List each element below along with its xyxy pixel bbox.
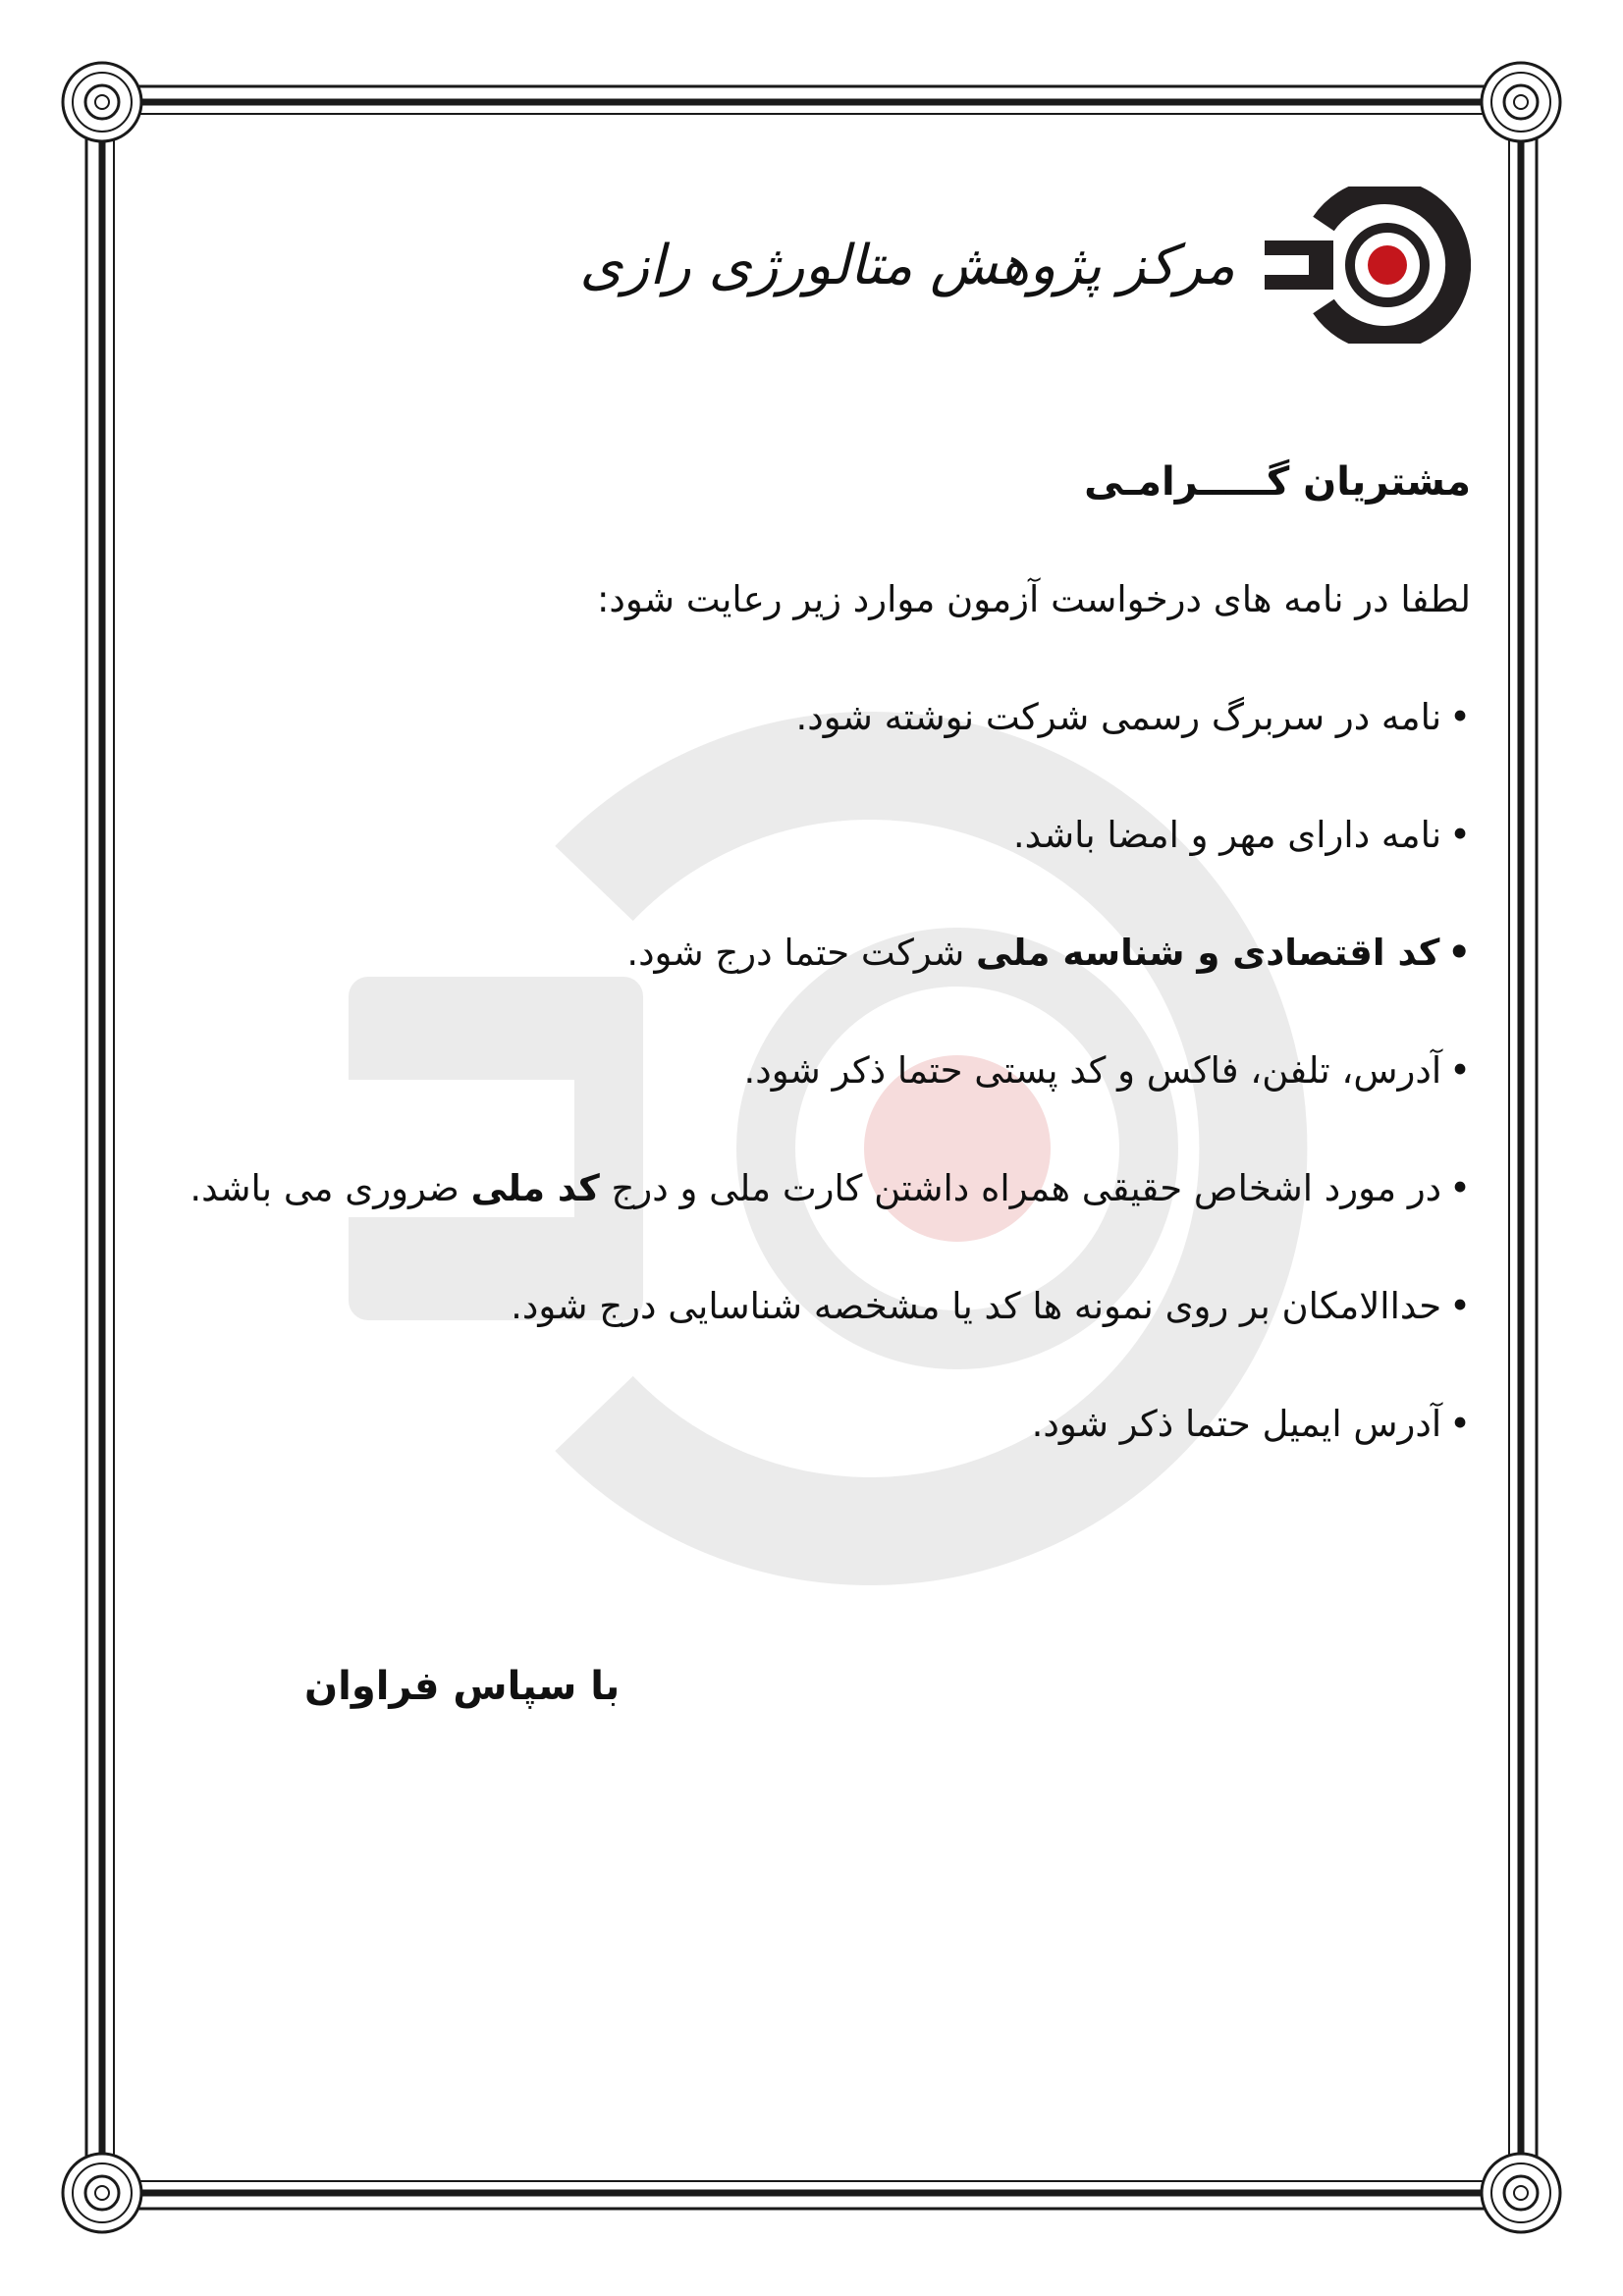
list-item (96, 1389, 1471, 1460)
bullet-icon: • (1447, 932, 1471, 974)
item-text: نامه دارای مهر و امضا باشد. (1012, 814, 1442, 856)
list-item (96, 918, 1471, 988)
item-text: شرکت حتما درج شود. (626, 932, 977, 974)
intro-paragraph: لطفا در نامه های درخواست آزمون موارد زیر رعایت شود: (596, 578, 1471, 620)
closing-signoff: با سپاس فراوان (304, 1664, 621, 1709)
letter-body (96, 447, 1471, 1507)
item-bold-text: کد ملی (470, 1167, 600, 1209)
item-bold-text: کد اقتصادی و شناسه ملی (976, 932, 1440, 974)
bullet-icon: • (1449, 696, 1471, 738)
item-text: آدرس ایمیل حتما ذکر شود. (1031, 1403, 1442, 1445)
list-item (96, 1036, 1471, 1106)
organization-name: مرکز پژوهش متالورژی رازی (579, 233, 1235, 297)
list-item (96, 682, 1471, 753)
greeting-heading: مشتریان گـــــرامـی (1084, 459, 1471, 505)
list-item (96, 1271, 1471, 1342)
company-logo-icon (1265, 187, 1471, 344)
bullet-icon: • (1449, 1167, 1471, 1209)
bullet-icon: • (1449, 1049, 1471, 1092)
item-text: حداالامکان بر روی نمونه ها کد یا مشخصه شناسایی درج شود. (511, 1285, 1442, 1327)
item-text-end: ضروری می باشد. (189, 1167, 471, 1209)
item-text: در مورد اشخاص حقیقی همراه داشتن کارت ملی و درج (599, 1167, 1442, 1209)
list-item (96, 1153, 1471, 1224)
bullet-icon: • (1449, 1285, 1471, 1327)
item-text: نامه در سربرگ رسمی شرکت نوشته شود. (795, 696, 1442, 738)
requirements-list (96, 682, 1471, 1460)
letterhead (579, 167, 1471, 363)
item-text: آدرس، تلفن، فاکس و کد پستی حتما ذکر شود. (743, 1049, 1442, 1092)
list-item (96, 800, 1471, 871)
bullet-icon: • (1449, 814, 1471, 856)
bullet-icon: • (1449, 1403, 1471, 1445)
